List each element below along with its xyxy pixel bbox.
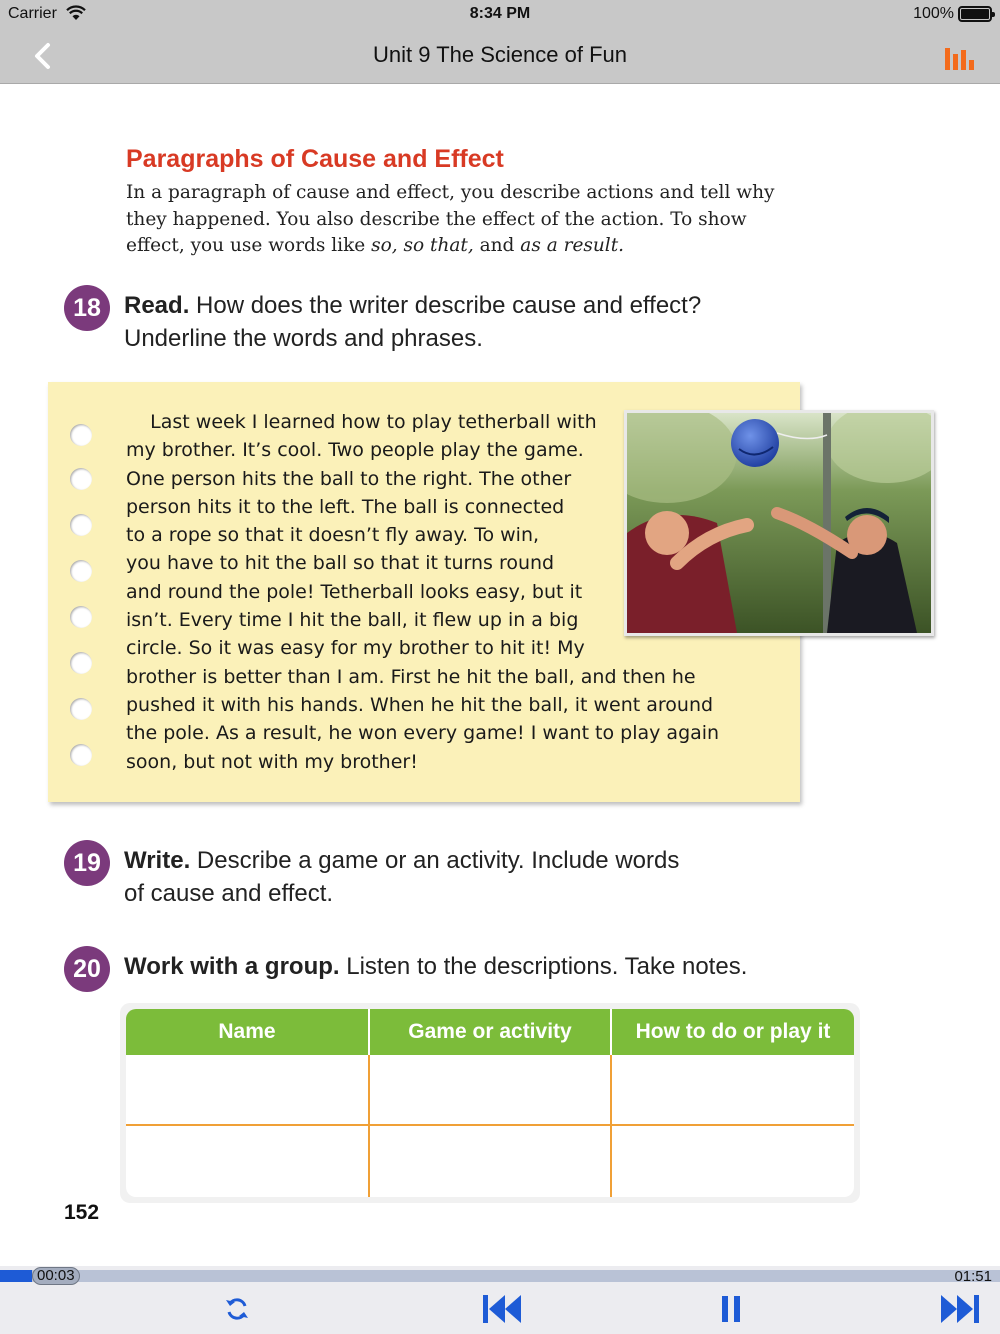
paper-hole (70, 468, 92, 490)
battery-percent: 100% (913, 5, 954, 22)
intro-example-phrase: as a result. (520, 235, 625, 256)
bar-chart-icon[interactable] (944, 44, 974, 70)
paragraph-line: person hits it to the left. The ball is connected (126, 495, 565, 518)
paragraph-line: to a rope so that it doesn’t fly away. To win, (126, 524, 540, 547)
column-header-name: Name (218, 1020, 276, 1043)
clock: 8:34 PM (469, 5, 531, 22)
paragraph-line: circle. So it was easy for my brother to hit it! My (126, 637, 585, 660)
repeat-button[interactable] (222, 1292, 252, 1326)
paper-hole (70, 424, 92, 446)
paragraph-line: and round the pole! Tetherball looks easy, but it (126, 580, 583, 603)
column-header-game: Game or activity (408, 1020, 572, 1043)
paper-hole (70, 606, 92, 628)
paper-hole (70, 560, 92, 582)
total-duration: 01:51 (954, 1268, 992, 1285)
paragraph-line: One person hits the ball to the right. The other (126, 467, 572, 490)
pause-icon (720, 1294, 742, 1324)
task-instruction: Write. Describe a game or an activity. Include words of cause and effect. (124, 847, 680, 907)
paper-hole (70, 698, 92, 720)
skip-back-icon (481, 1293, 523, 1325)
intro-line: In a paragraph of cause and effect, you describe actions and tell why (126, 182, 775, 203)
notes-table (120, 1003, 860, 1203)
task-number-badge: 20 (64, 946, 110, 992)
page-title: Unit 9 The Science of Fun (373, 42, 627, 67)
task-instruction: Read. How does the writer describe cause and effect? Underline the words and phrases. (124, 292, 702, 352)
status-bar (0, 0, 1000, 28)
skip-forward-icon (939, 1293, 981, 1325)
repeat-icon (224, 1296, 250, 1322)
elapsed-time: 00:03 (32, 1267, 80, 1285)
paragraph-line: pushed it with his hands. When he hit the ball, it went around (126, 693, 714, 716)
task-instruction: Work with a group. Listen to the descriptions. Take notes. (124, 953, 748, 980)
skip-forward-button[interactable] (938, 1292, 982, 1326)
paragraph-line: the pole. As a result, he won every game! I want to play again (126, 722, 720, 745)
pause-button[interactable] (716, 1292, 746, 1326)
carrier-label: Carrier (8, 5, 57, 22)
column-header-how: How to do or play it (635, 1020, 831, 1043)
paragraph-line: brother is better than I am. First he hit the ball, and then he (126, 665, 696, 688)
table-header (126, 1009, 854, 1055)
page-number: 152 (64, 1201, 100, 1224)
paragraph-line: Last week I learned how to play tetherball with (126, 411, 597, 433)
row-divider (126, 1124, 854, 1126)
task-number-badge: 18 (64, 285, 110, 331)
paragraph-line: my brother. It’s cool. Two people play the game. (126, 439, 584, 462)
audio-player (0, 1266, 1000, 1334)
paragraph-line: you have to hit the ball so that it turns round (126, 552, 555, 575)
paper-hole (70, 744, 92, 766)
paragraph-line: soon, but not with my brother! (126, 750, 418, 773)
navigation-bar (0, 28, 1000, 84)
paragraph-line: isn’t. Every time I hit the ball, it flew up in a big (126, 609, 579, 632)
section-heading: Paragraphs of Cause and Effect (126, 145, 504, 173)
progress-bar[interactable] (0, 1270, 1000, 1282)
intro-paragraph (126, 180, 806, 260)
tetherball-photo (624, 410, 934, 636)
skip-back-button[interactable] (480, 1292, 524, 1326)
intro-line: they happened. You also describe the effect of the action. To show (126, 208, 747, 230)
progress-fill (0, 1270, 32, 1282)
task-number-badge: 19 (64, 840, 110, 886)
paper-hole (70, 652, 92, 674)
paper-hole (70, 514, 92, 536)
intro-line: effect, you use words like so, so that, and as a result. (126, 235, 625, 256)
battery-icon (958, 6, 992, 22)
intro-example-words: so, so that, (371, 235, 474, 256)
